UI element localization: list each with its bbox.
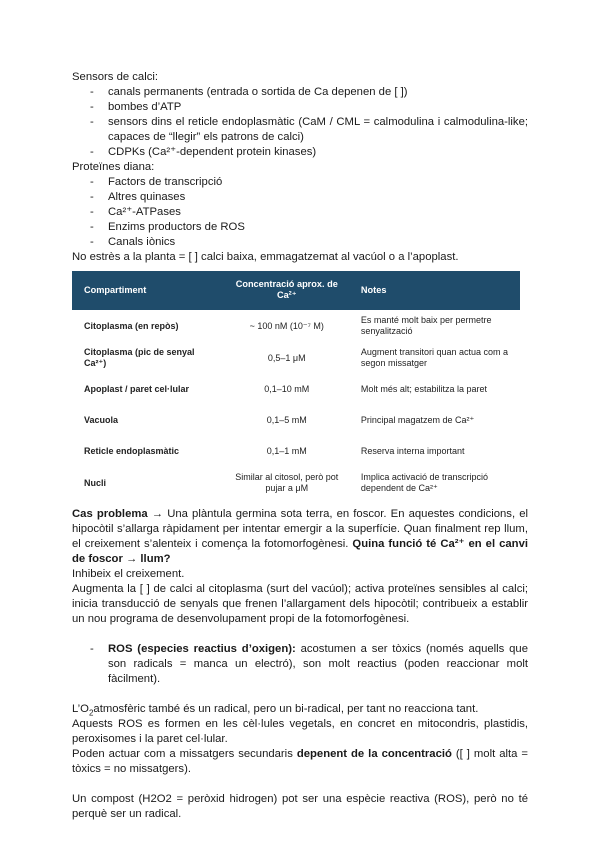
no-stress-text: No estrès a la planta = [ ] calci baixa, emmagatzemat al vacúol o a l’apoplast. [72, 251, 459, 263]
list-item: - CDPKs (Ca²⁺-dependent protein kinases) [90, 146, 317, 158]
table-cell: Augment transitori quan actua com a segon missatger [360, 347, 509, 368]
column-header: Concentració aprox. de Ca²⁺ [219, 271, 349, 310]
table-cell: Es manté molt baix per permetre senyalització [360, 315, 492, 336]
table-cell: Reserva interna important [360, 446, 465, 456]
sensors-heading: Sensors de calci: [72, 71, 159, 83]
list-item: - ROS (especies reactius d’oxigen): acostumen a ser tòxics (només aquells que son radicals = manca un electró), son molt reactius (poden reaccionar molt fàcilment). [90, 643, 528, 685]
messenger-text: Poden actuar com a missatgers secundaris depenent de la concentració ([ ] molt alta = tòxics = no missatgers). [72, 748, 529, 775]
table-row [72, 310, 520, 342]
calcium-table [72, 271, 520, 499]
case-label: Cas problema [72, 508, 148, 520]
list-item: - Canals iònics [90, 236, 176, 248]
table-cell: Vacuola [84, 415, 119, 425]
table-cell: Citoplasma (en repòs) [84, 320, 179, 331]
table-cell: Citoplasma (pic de senyal Ca²⁺) [84, 347, 195, 368]
table-cell: 0,1–10 mM [264, 384, 310, 394]
table-cell: 0,1–5 mM [266, 415, 307, 425]
table-cell: 0,5–1 μM [267, 352, 306, 363]
table-cell: ~ 100 nM (10⁻⁷ M) [249, 320, 324, 331]
table-cell: 0,1–1 mM [266, 446, 307, 456]
list-item: - Enzims productors de ROS [90, 221, 245, 233]
h2o2-text: Un compost (H2O2 = peròxid hidrogen) pot ser una espècie reactiva (ROS), però no té perquè ser un radical. [72, 793, 528, 820]
document-page [72, 70, 528, 822]
targets-heading: Proteïnes diana: [72, 161, 155, 173]
list-item: - Altres quinases [90, 191, 186, 203]
table-cell: Similar al citosol, però pot pujar a μM [235, 472, 339, 493]
table-cell: Implica activació de transcripció dependent de Ca²⁺ [360, 472, 488, 493]
case-text: Una plàntula germina sota terra, en foscor. En aquestes condicions, el hipocòtil s’allarga ràpidament per intentar emergir a la superfície. Quan finalment rep llum, el creixement s’alenteix i comença la fotomorfogènesi. [72, 508, 528, 550]
list-item: - bombes d’ATP [90, 101, 182, 113]
list-item: - sensors dins el reticle endoplasmàtic (CaM / CML = calmodulina i calmodulina-like; capaces de “llegir” els patrons de calci) [90, 116, 528, 143]
list-item: - canals permanents (entrada o sortida de Ca depenen de [ ]) [90, 86, 408, 98]
table-row [72, 405, 520, 436]
ros-origin-text: Aquests ROS es formen en les cèl·lules vegetals, en concret en mitocondris, plastidis, peroxisomes i la paret cel·lular. [72, 718, 528, 745]
column-header: Notes [349, 271, 520, 310]
table-row [72, 436, 520, 467]
table-cell: Principal magatzem de Ca²⁺ [360, 415, 475, 425]
table-header-row [72, 271, 520, 310]
column-header: Compartiment [72, 271, 219, 310]
case-arrow: → [147, 508, 168, 520]
table-cell: Reticle endoplasmàtic [84, 446, 180, 456]
list-item: - Ca²⁺-ATPases [90, 206, 181, 218]
table-cell: Nucli [84, 477, 107, 488]
ros-title: ROS (especies reactius d’oxigen): [108, 643, 296, 655]
case-answer-1: Inhibeix el creixement. [72, 568, 185, 580]
case-answer-2: Augmenta la [ ] de calci al citoplasma (surt del vacúol); activa proteïnes sensibles al calci; inicia transducció de senyals que frenen l’allargament dels hipocòtil; contribueix a establir un nou programa de desenvolupament propi de la fotomorfogènesi. [72, 583, 528, 625]
o2-text: $L’O_2atmosfèric$ també és un radical, pero un bi-radical, per tant no reacciona tant. [72, 703, 479, 718]
ros-text: acostumen a ser tòxics (només aquells que son radicals = manca un electró), son molt reactius (poden reaccionar molt fàcilment). [108, 643, 528, 685]
table-row [72, 467, 520, 499]
list-item: - Factors de transcripció [90, 176, 223, 188]
table-cell: Molt més alt; estabilitza la paret [360, 384, 487, 394]
case-question: Quina funció té Ca²⁺ en el canvi de foscor → llum? [72, 538, 528, 565]
table-row [72, 342, 520, 374]
case-problem-paragraph [72, 507, 528, 567]
table-cell: Apoplast / paret cel·lular [84, 384, 190, 394]
table-row [72, 374, 520, 405]
